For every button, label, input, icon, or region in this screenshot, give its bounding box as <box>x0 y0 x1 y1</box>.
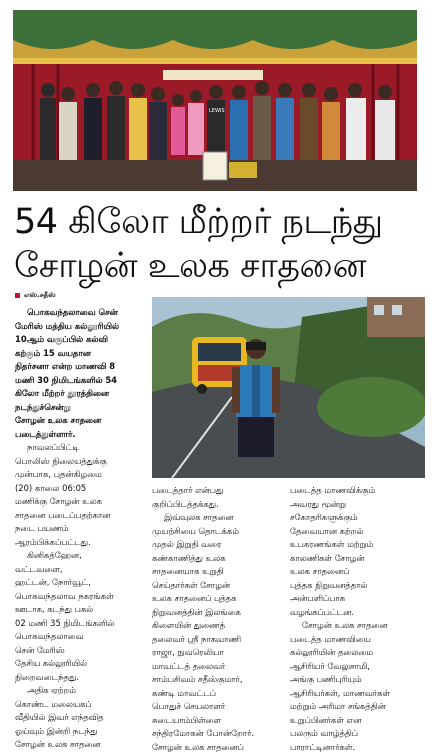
article-line: படைத்தார் என்பது <box>152 484 285 498</box>
article-line: ராஜா, நுவரெலியா <box>152 646 285 660</box>
article-line: அதிக ஏற்றம் <box>15 684 145 698</box>
article-line: கிளையின் துணைத் <box>152 619 285 633</box>
article-line: உறுப்பினர்கள் என <box>290 714 423 728</box>
article-line: கண்காணித்து உலக <box>152 552 285 566</box>
article-line: ஊடாக, கடந்து பகல் <box>15 603 145 617</box>
shirt-badge-text: LEWIS <box>209 108 225 114</box>
article-line: கொண்ட மலையகப் <box>15 698 145 712</box>
article-line: அங்கு பணிபுரியும் <box>290 673 423 687</box>
article-line: தலைவர் ஸ்ரீ நாகவாணி <box>152 633 285 647</box>
article-line: (20) காலை 06:05 <box>15 482 145 496</box>
article-line: இவ்வுலக சாதனை <box>152 511 285 525</box>
article-line: சென் மேரிஸ் <box>15 644 145 658</box>
student-walking-photo <box>152 297 425 478</box>
article-line: உபகரணங்கள் மற்றும் <box>290 538 423 552</box>
article-line: பாராட்டினார்கள். <box>290 741 423 754</box>
article-column-1 <box>15 306 145 752</box>
article-line: சாதனையாக உறுதி <box>152 565 285 579</box>
article-line: அன்பளிப்பாக <box>290 592 423 606</box>
article-line: படைத்துள்ளார். <box>15 428 145 442</box>
byline <box>15 289 56 301</box>
article-line: வீதியில் இவர் எந்தவித <box>15 711 145 725</box>
headline-line-2: சோழன் உலக சாதனை <box>14 244 424 288</box>
article-line: நிறைவடைந்தது. <box>15 671 145 685</box>
article-line: கண்டி மாவட்டப் <box>152 687 285 701</box>
byline-marker-icon <box>15 293 20 298</box>
article-line: மணிக்கு சோழன் உலக <box>15 495 145 509</box>
article-line: உலக சாதனைப் புத்தக <box>152 592 285 606</box>
article-line: நிதர்சனா என்ற மாணவி 8 <box>15 360 145 374</box>
article-line: சாதனை படைப்பதற்கான <box>15 509 145 523</box>
article-line: காலணிகள் சோழன் <box>290 552 423 566</box>
article-line: படைத்த மாணவியை <box>290 633 423 647</box>
article-line: படைத்த மாணவிக்கும் <box>290 484 423 498</box>
article-line: நிறுவனத்தின் இலங்கை <box>152 606 285 620</box>
byline-author: எஸ்.சதீஸ் <box>24 291 56 300</box>
article-line: மணி 30 நிமிடங்களில் 54 <box>15 374 145 388</box>
article-line: சோழன் உலக சாதனைப் <box>152 741 285 754</box>
article-line: 02 மணி 35 நிமிடங்களில் <box>15 617 145 631</box>
article-line: சாம்பசிவம் சதீஸ்குமார், <box>152 673 285 687</box>
article-line: சோழன் உலக சாதனை <box>290 619 423 633</box>
article-line: சோழன் உலக சாதனை <box>15 414 145 428</box>
article-line: குறிப்பிடத்தக்கது. <box>152 498 285 512</box>
article-line: பொதுச் செயலாளர் <box>152 700 285 714</box>
article-line: பொலிஸ் நிலையத்துக்கு <box>15 455 145 469</box>
article-line: ஓய்வும் இன்றி நடந்து <box>15 725 145 739</box>
group-ceremony-photo <box>13 10 417 191</box>
headline-line-1: 54 கிலோ மீற்றர் நடந்து <box>14 200 424 244</box>
article-line: சுடையாம்பிள்ளை <box>152 714 285 728</box>
article-line: வட்டவளை, <box>15 563 145 577</box>
article-line: செய்தார்கள் சோழன் <box>152 579 285 593</box>
article-line: ஆசிரியர் வேலுசாமி, <box>290 660 423 674</box>
article-column-3 <box>290 484 423 754</box>
article-line: கற்கும் 15 வயதான <box>15 347 145 361</box>
article-line: பலரும் வாழ்த்திப் <box>290 727 423 741</box>
article-line: கல்லூரியின் தலைமை <box>290 646 423 660</box>
article-line: தேசிய கல்லூரியில் <box>15 657 145 671</box>
article-line: முயற்சியை தொடக்கம் <box>152 525 285 539</box>
article-line: 10ஆம் வகுப்பில் கல்வி <box>15 333 145 347</box>
article-line: கினிகத்ஹேன, <box>15 549 145 563</box>
article-line: சந்திரமோகன் போன்றோர். <box>152 727 285 741</box>
article-line: நடை பயணம் <box>15 522 145 536</box>
article-line: பொகவந்தலாவை <box>15 630 145 644</box>
headline <box>14 200 424 288</box>
article-line: பொகவந்தலாவ நகரங்கள் <box>15 590 145 604</box>
article-line: மேரிஸ் மத்திய கல்லூரியில் <box>15 320 145 334</box>
article-line: சோழன் உலக சாதனை <box>15 738 145 752</box>
article-line: பொகவந்தலாவை சென் <box>15 306 145 320</box>
article-line: ஹட்டன், நோர்வூட், <box>15 576 145 590</box>
article-line: அவரது மூன்று <box>290 498 423 512</box>
article-column-2 <box>152 484 285 754</box>
article-line: மற்றும் அரிமா சங்கத்தின் <box>290 700 423 714</box>
article-line: தேவையான கற்றல் <box>290 525 423 539</box>
article-line: சகோதரிகளுக்கும் <box>290 511 423 525</box>
article-line: ஆரம்பிக்கப்பட்டது. <box>15 536 145 550</box>
article-line: கிலோ மீற்றர் தூரத்தினை <box>15 387 145 401</box>
article-line: மாவட்டத் தலைவர் <box>152 660 285 674</box>
article-line: வழங்கப்பட்டன. <box>290 606 423 620</box>
article-line: ஆசிரியர்கள், மாணவர்கள் <box>290 687 423 701</box>
article-line: நடந்துச்சென்று <box>15 401 145 415</box>
article-line: முன்பாக, புதன்கிழமை <box>15 468 145 482</box>
article-line: உலக சாதனைப் <box>290 565 423 579</box>
article-line: முதல் இறுதி வரை <box>152 538 285 552</box>
article-line: நாவலப்பிட்டி <box>15 441 145 455</box>
article-line: புத்தக நிறுவனத்தால் <box>290 579 423 593</box>
